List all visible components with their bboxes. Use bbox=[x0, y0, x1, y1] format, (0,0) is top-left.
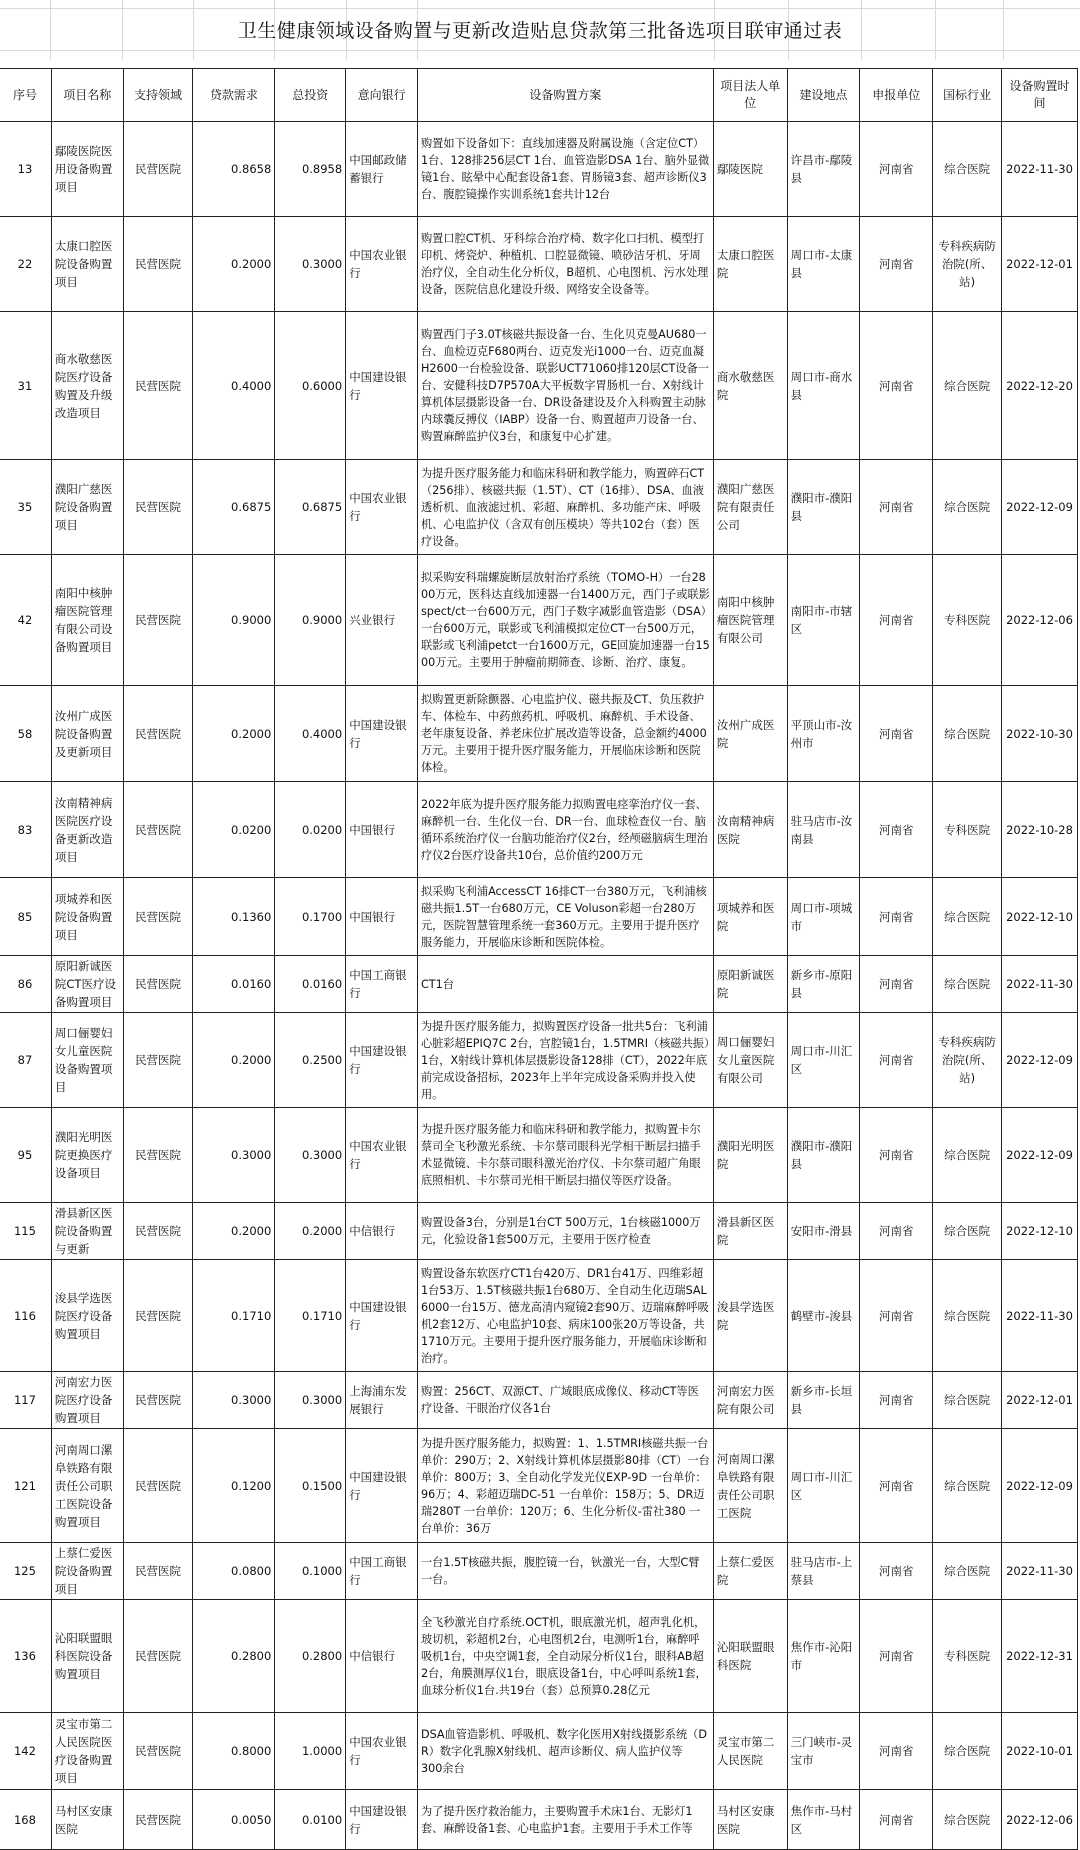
cell-support-field[interactable]: 民营医院 bbox=[123, 1372, 193, 1429]
cell-purchase-plan[interactable]: 一台1.5T核磁共振，腹腔镜一台，钬激光一台，大型C臂一台。 bbox=[417, 1543, 713, 1600]
header-project-name[interactable]: 项目名称 bbox=[51, 69, 123, 122]
cell-loan-demand[interactable]: 0.0200 bbox=[193, 782, 275, 878]
cell-seq[interactable]: 116 bbox=[0, 1260, 51, 1372]
cell-loan-demand[interactable]: 0.0800 bbox=[193, 1543, 275, 1600]
cell-total-investment[interactable]: 1.0000 bbox=[275, 1713, 346, 1790]
table-row bbox=[0, 686, 1078, 782]
cell-legal-entity[interactable]: 原阳新诚医院 bbox=[713, 956, 787, 1013]
row-gridline bbox=[0, 50, 1080, 51]
cell-seq[interactable]: 86 bbox=[0, 956, 51, 1013]
cell-industry[interactable]: 综合医院 bbox=[933, 122, 1002, 217]
table-row bbox=[0, 460, 1078, 555]
cell-intended-bank[interactable]: 中国农业银行 bbox=[346, 1108, 418, 1203]
cell-total-investment[interactable]: 0.3000 bbox=[275, 217, 346, 312]
cell-total-investment[interactable]: 0.4000 bbox=[275, 686, 346, 782]
cell-industry[interactable]: 专科医院 bbox=[933, 782, 1002, 878]
header-purchase-time[interactable]: 设备购置时间 bbox=[1002, 69, 1078, 122]
table-row bbox=[0, 782, 1078, 878]
cell-location[interactable]: 焦作市-马村区 bbox=[787, 1790, 860, 1850]
cell-applicant-unit[interactable]: 河南省 bbox=[860, 312, 933, 460]
cell-seq[interactable]: 125 bbox=[0, 1543, 51, 1600]
cell-purchase-time[interactable]: 2022-10-01 bbox=[1002, 1713, 1078, 1790]
cell-applicant-unit[interactable]: 河南省 bbox=[860, 1108, 933, 1203]
cell-location[interactable]: 新乡市-原阳县 bbox=[787, 956, 860, 1013]
cell-purchase-plan[interactable]: 拟购置更新除颤器、心电监护仪、磁共振及CT、负压救护车、体检车、中药煎药机、呼吸机、麻醉机、手术设备、老年康复设备、养老床位扩展改造等设备，总金额约4000万元。主要用于提升医疗服务能力，开展临床诊断和医院体检。 bbox=[417, 686, 713, 782]
cell-purchase-plan[interactable]: 拟采购安科瑞螺旋断层放射治疗系统（TOMO-H）一台2800万元，医科达直线加速器一台1400万元，西门子或联影spect/ct一台600万元，西门子数字减影血管造影（DSA）一台600万元，联影或飞利浦模拟定位CT一台500万元，联影或飞利浦petct一台1600万元，GE回旋加速器一台1500万元。主要用于肿瘤前期筛查、诊断、治疗、康复。 bbox=[417, 555, 713, 686]
cell-project-name[interactable]: 滑县新区医院设备购置与更新 bbox=[51, 1203, 123, 1260]
cell-location[interactable]: 焦作市-沁阳市 bbox=[787, 1600, 860, 1713]
cell-applicant-unit[interactable]: 河南省 bbox=[860, 782, 933, 878]
table-row bbox=[0, 1713, 1078, 1790]
cell-support-field[interactable]: 民营医院 bbox=[123, 217, 193, 312]
cell-total-investment[interactable]: 0.6000 bbox=[275, 312, 346, 460]
cell-loan-demand[interactable]: 0.1200 bbox=[193, 1429, 275, 1543]
cell-seq[interactable]: 42 bbox=[0, 555, 51, 686]
cell-project-name[interactable]: 周口俪婴妇女儿童医院设备购置项目 bbox=[51, 1013, 123, 1108]
cell-purchase-time[interactable]: 2022-12-06 bbox=[1002, 1790, 1078, 1850]
header-loan-demand[interactable]: 贷款需求 bbox=[193, 69, 275, 122]
cell-loan-demand[interactable]: 0.0050 bbox=[193, 1790, 275, 1850]
cell-industry[interactable]: 综合医院 bbox=[933, 1203, 1002, 1260]
cell-location[interactable]: 三门峡市-灵宝市 bbox=[787, 1713, 860, 1790]
cell-legal-entity[interactable]: 商水敬慈医院 bbox=[713, 312, 787, 460]
cell-seq[interactable]: 13 bbox=[0, 122, 51, 217]
cell-total-investment[interactable]: 0.3000 bbox=[275, 1108, 346, 1203]
header-seq[interactable]: 序号 bbox=[0, 69, 51, 122]
cell-purchase-plan[interactable]: CT1台 bbox=[417, 956, 713, 1013]
cell-loan-demand[interactable]: 0.2000 bbox=[193, 217, 275, 312]
cell-intended-bank[interactable]: 中国银行 bbox=[346, 878, 418, 956]
table-row bbox=[0, 956, 1078, 1013]
header-total-investment[interactable]: 总投资 bbox=[275, 69, 346, 122]
cell-intended-bank[interactable]: 上海浦东发展银行 bbox=[346, 1372, 418, 1429]
cell-legal-entity[interactable]: 太康口腔医院 bbox=[713, 217, 787, 312]
cell-industry[interactable]: 综合医院 bbox=[933, 1108, 1002, 1203]
cell-seq[interactable]: 87 bbox=[0, 1013, 51, 1108]
cell-seq[interactable]: 35 bbox=[0, 460, 51, 555]
cell-total-investment[interactable]: 0.1710 bbox=[275, 1260, 346, 1372]
cell-purchase-time[interactable]: 2022-12-09 bbox=[1002, 460, 1078, 555]
cell-total-investment[interactable]: 0.1000 bbox=[275, 1543, 346, 1600]
cell-seq[interactable]: 83 bbox=[0, 782, 51, 878]
cell-industry[interactable]: 综合医院 bbox=[933, 1543, 1002, 1600]
cell-applicant-unit[interactable]: 河南省 bbox=[860, 956, 933, 1013]
cell-project-name[interactable]: 上蔡仁爱医院设备购置项目 bbox=[51, 1543, 123, 1600]
cell-support-field[interactable]: 民营医院 bbox=[123, 1600, 193, 1713]
cell-purchase-time[interactable]: 2022-10-28 bbox=[1002, 782, 1078, 878]
cell-intended-bank[interactable]: 中国建设银行 bbox=[346, 1013, 418, 1108]
cell-support-field[interactable]: 民营医院 bbox=[123, 1260, 193, 1372]
cell-project-name[interactable]: 原阳新诚医院CT医疗设备购置项目 bbox=[51, 956, 123, 1013]
cell-purchase-time[interactable]: 2022-12-31 bbox=[1002, 1600, 1078, 1713]
cell-purchase-time[interactable]: 2022-11-30 bbox=[1002, 1260, 1078, 1372]
cell-purchase-time[interactable]: 2022-12-06 bbox=[1002, 555, 1078, 686]
cell-industry[interactable]: 综合医院 bbox=[933, 1790, 1002, 1850]
cell-project-name[interactable]: 马村区安康医院 bbox=[51, 1790, 123, 1850]
cell-intended-bank[interactable]: 中国建设银行 bbox=[346, 312, 418, 460]
cell-applicant-unit[interactable]: 河南省 bbox=[860, 686, 933, 782]
cell-total-investment[interactable]: 0.2000 bbox=[275, 1203, 346, 1260]
cell-support-field[interactable]: 民营医院 bbox=[123, 1713, 193, 1790]
cell-project-name[interactable]: 鄢陵医院医用设备购置项目 bbox=[51, 122, 123, 217]
cell-applicant-unit[interactable]: 河南省 bbox=[860, 1429, 933, 1543]
cell-support-field[interactable]: 民营医院 bbox=[123, 1543, 193, 1600]
cell-project-name[interactable]: 濮阳光明医院更换医疗设备项目 bbox=[51, 1108, 123, 1203]
cell-industry[interactable]: 综合医院 bbox=[933, 878, 1002, 956]
cell-legal-entity[interactable]: 上蔡仁爱医院 bbox=[713, 1543, 787, 1600]
cell-industry[interactable]: 综合医院 bbox=[933, 956, 1002, 1013]
cell-seq[interactable]: 115 bbox=[0, 1203, 51, 1260]
header-support-field[interactable]: 支持领域 bbox=[123, 69, 193, 122]
cell-purchase-plan[interactable]: DSA血管造影机、呼吸机、数字化医用X射线摄影系统（DR）数字化乳腺X射线机、超声诊断仪、病人监护仪等 300余台 bbox=[417, 1713, 713, 1790]
cell-loan-demand[interactable]: 0.2000 bbox=[193, 1013, 275, 1108]
cell-location[interactable]: 周口市-川汇区 bbox=[787, 1013, 860, 1108]
cell-total-investment[interactable]: 0.6875 bbox=[275, 460, 346, 555]
cell-industry[interactable]: 综合医院 bbox=[933, 1372, 1002, 1429]
cell-purchase-plan[interactable]: 购置西门子3.0T核磁共振设备一台、生化贝克曼AU680一台、血检迈克F680两台、迈克发光i1000一台、迈克血凝H2600一台检验设备、联影UCT71060排120层CT设备一台、安健科技D7P570A大平板数字胃肠机一台、X射线计算机体层摄影设备一台、DR设备建设及介入科购置主动脉内球囊反搏仪（IABP）设备一台、购置超声刀设备一台、购置麻醉监护仪3台，和康复中心扩建。 bbox=[417, 312, 713, 460]
cell-purchase-time[interactable]: 2022-12-09 bbox=[1002, 1429, 1078, 1543]
cell-location[interactable]: 鹤壁市-浚县 bbox=[787, 1260, 860, 1372]
cell-location[interactable]: 许昌市-鄢陵县 bbox=[787, 122, 860, 217]
cell-location[interactable]: 平顶山市-汝州市 bbox=[787, 686, 860, 782]
cell-intended-bank[interactable]: 中国建设银行 bbox=[346, 686, 418, 782]
cell-industry[interactable]: 专科疾病防治院(所、站) bbox=[933, 217, 1002, 312]
cell-loan-demand[interactable]: 0.8658 bbox=[193, 122, 275, 217]
cell-support-field[interactable]: 民营医院 bbox=[123, 1429, 193, 1543]
cell-loan-demand[interactable]: 0.2000 bbox=[193, 686, 275, 782]
cell-loan-demand[interactable]: 0.4000 bbox=[193, 312, 275, 460]
cell-total-investment[interactable]: 0.0100 bbox=[275, 1790, 346, 1850]
cell-support-field[interactable]: 民营医院 bbox=[123, 312, 193, 460]
cell-intended-bank[interactable]: 中国银行 bbox=[346, 782, 418, 878]
cell-purchase-time[interactable]: 2022-11-30 bbox=[1002, 1543, 1078, 1600]
cell-seq[interactable]: 31 bbox=[0, 312, 51, 460]
cell-industry[interactable]: 综合医院 bbox=[933, 312, 1002, 460]
cell-purchase-plan[interactable]: 购置设备3台，分别是1台CT 500万元，1台核磁1000万元，化验设备1套500万元，主要用于医疗检查 bbox=[417, 1203, 713, 1260]
row-gridline bbox=[0, 8, 1080, 9]
cell-project-name[interactable]: 灵宝市第二人民医院医疗设备购置项目 bbox=[51, 1713, 123, 1790]
cell-legal-entity[interactable]: 鄢陵医院 bbox=[713, 122, 787, 217]
cell-industry[interactable]: 综合医院 bbox=[933, 1260, 1002, 1372]
cell-industry[interactable]: 专科疾病防治院(所、站) bbox=[933, 1013, 1002, 1108]
table-row bbox=[0, 1600, 1078, 1713]
cell-applicant-unit[interactable]: 河南省 bbox=[860, 878, 933, 956]
cell-purchase-time[interactable]: 2022-12-10 bbox=[1002, 878, 1078, 956]
cell-applicant-unit[interactable]: 河南省 bbox=[860, 1260, 933, 1372]
cell-legal-entity[interactable]: 滑县新区医院 bbox=[713, 1203, 787, 1260]
cell-intended-bank[interactable]: 中信银行 bbox=[346, 1203, 418, 1260]
cell-seq[interactable]: 85 bbox=[0, 878, 51, 956]
cell-legal-entity[interactable]: 濮阳光明医院 bbox=[713, 1108, 787, 1203]
cell-applicant-unit[interactable]: 河南省 bbox=[860, 1543, 933, 1600]
cell-project-name[interactable]: 太康口腔医院设备购置项目 bbox=[51, 217, 123, 312]
cell-support-field[interactable]: 民营医院 bbox=[123, 122, 193, 217]
cell-applicant-unit[interactable]: 河南省 bbox=[860, 555, 933, 686]
cell-intended-bank[interactable]: 中国农业银行 bbox=[346, 1713, 418, 1790]
cell-seq[interactable]: 142 bbox=[0, 1713, 51, 1790]
cell-purchase-time[interactable]: 2022-12-01 bbox=[1002, 1372, 1078, 1429]
cell-purchase-plan[interactable]: 购置：256CT、双源CT、广域眼底成像仪、移动CT等医疗设备、干眼治疗仪各1台 bbox=[417, 1372, 713, 1429]
header-purchase-plan[interactable]: 设备购置方案 bbox=[417, 69, 713, 122]
cell-industry[interactable]: 综合医院 bbox=[933, 460, 1002, 555]
cell-location[interactable]: 周口市-川汇区 bbox=[787, 1429, 860, 1543]
cell-intended-bank[interactable]: 中国农业银行 bbox=[346, 460, 418, 555]
cell-purchase-plan[interactable]: 为提升医疗服务能力，拟购置医疗设备一批共5台：飞利浦心脏彩超EPIQ7C 2台，宫腔镜1台，1.5TMRI（核磁共振）1台，X射线计算机体层摄影设备128排（CT），2022年底前完成设备招标，2023年上半年完成设备采购并投入使用。 bbox=[417, 1013, 713, 1108]
cell-purchase-plan[interactable]: 购置设备东软医疗CT1台420万、DR1台41万、四维彩超1台53万、1.5T核磁共振1台680万、全自动生化迈瑞SAL6000一台15万、德龙高清内窥镜2套90万、迈瑞麻醉呼吸机2套12万、心电监护10套、病床100张20万等设备，共1710万元。主要用于提升医疗服务能力，开展临床诊断和治疗。 bbox=[417, 1260, 713, 1372]
cell-applicant-unit[interactable]: 河南省 bbox=[860, 217, 933, 312]
cell-loan-demand[interactable]: 0.1710 bbox=[193, 1260, 275, 1372]
sheet-title: 卫生健康领域设备购置与更新改造贴息贷款第三批备选项目联审通过表 bbox=[237, 20, 843, 42]
cell-location[interactable]: 濮阳市-濮阳县 bbox=[787, 460, 860, 555]
cell-seq[interactable]: 136 bbox=[0, 1600, 51, 1713]
cell-total-investment[interactable]: 0.1500 bbox=[275, 1429, 346, 1543]
cell-intended-bank[interactable]: 中国邮政储蓄银行 bbox=[346, 122, 418, 217]
cell-intended-bank[interactable]: 兴业银行 bbox=[346, 555, 418, 686]
cell-project-name[interactable]: 项城养和医院设备购置项目 bbox=[51, 878, 123, 956]
cell-project-name[interactable]: 南阳中核肿瘤医院管理有限公司设备购置项目 bbox=[51, 555, 123, 686]
table-row bbox=[0, 1790, 1078, 1850]
table-row bbox=[0, 1429, 1078, 1543]
cell-seq[interactable]: 22 bbox=[0, 217, 51, 312]
cell-support-field[interactable]: 民营医院 bbox=[123, 1203, 193, 1260]
header-applicant-unit[interactable]: 申报单位 bbox=[860, 69, 933, 122]
cell-purchase-time[interactable]: 2022-10-30 bbox=[1002, 686, 1078, 782]
cell-legal-entity[interactable]: 濮阳广慈医院有限责任公司 bbox=[713, 460, 787, 555]
cell-total-investment[interactable]: 0.3000 bbox=[275, 1372, 346, 1429]
table-row bbox=[0, 1372, 1078, 1429]
cell-loan-demand[interactable]: 0.0160 bbox=[193, 956, 275, 1013]
cell-legal-entity[interactable]: 浚县学选医院 bbox=[713, 1260, 787, 1372]
cell-project-name[interactable]: 汝南精神病医院医疗设备更新改造项目 bbox=[51, 782, 123, 878]
table-row bbox=[0, 122, 1078, 217]
cell-intended-bank[interactable]: 中国工商银行 bbox=[346, 1543, 418, 1600]
cell-purchase-time[interactable]: 2022-12-09 bbox=[1002, 1013, 1078, 1108]
cell-legal-entity[interactable]: 灵宝市第二人民医院 bbox=[713, 1713, 787, 1790]
cell-intended-bank[interactable]: 中国工商银行 bbox=[346, 956, 418, 1013]
cell-purchase-plan[interactable]: 拟采购飞利浦AccessCT 16排CT一台380万元，飞利浦核磁共振1.5T一台680万元，CE Voluson彩超一台280万元，医院智慧管理系统一套360万元。主要用于提升医疗服务能力，开展临床诊断和医院体检。 bbox=[417, 878, 713, 956]
table-row bbox=[0, 1013, 1078, 1108]
cell-legal-entity[interactable]: 河南宏力医院有限公司 bbox=[713, 1372, 787, 1429]
cell-seq[interactable]: 117 bbox=[0, 1372, 51, 1429]
cell-purchase-plan[interactable]: 购置如下设备如下：直线加速器及附属设施（含定位CT）1台、128排256层CT 1台、血管造影DSA 1台、脑外显微镜1台、眩晕中心配套设备1套、胃肠镜3套、超声诊断仪3台、腹腔镜操作实训系统1套共计12台 bbox=[417, 122, 713, 217]
cell-intended-bank[interactable]: 中国建设银行 bbox=[346, 1790, 418, 1850]
cell-project-name[interactable]: 河南宏力医院医疗设备购置项目 bbox=[51, 1372, 123, 1429]
cell-industry[interactable]: 综合医院 bbox=[933, 1713, 1002, 1790]
cell-legal-entity[interactable]: 汝南精神病医院 bbox=[713, 782, 787, 878]
cell-location[interactable]: 周口市-项城市 bbox=[787, 878, 860, 956]
cell-applicant-unit[interactable]: 河南省 bbox=[860, 460, 933, 555]
cell-legal-entity[interactable]: 沁阳联盟眼科医院 bbox=[713, 1600, 787, 1713]
cell-seq[interactable]: 95 bbox=[0, 1108, 51, 1203]
cell-legal-entity[interactable]: 南阳中核肿瘤医院管理有限公司 bbox=[713, 555, 787, 686]
cell-applicant-unit[interactable]: 河南省 bbox=[860, 1600, 933, 1713]
cell-purchase-plan[interactable]: 2022年底为提升医疗服务能力拟购置电痉挛治疗仪一套、麻醉机一台、生化仪一台、DR一台、血球检查仪一台、脑循环系统治疗仪一台脑功能治疗仪2台，经颅磁脑病生理治疗仪2台医疗设备共10台，总价值约200万元 bbox=[417, 782, 713, 878]
cell-industry[interactable]: 综合医院 bbox=[933, 686, 1002, 782]
header-location[interactable]: 建设地点 bbox=[787, 69, 860, 122]
table-row bbox=[0, 1108, 1078, 1203]
cell-legal-entity[interactable]: 汝州广成医院 bbox=[713, 686, 787, 782]
cell-support-field[interactable]: 民营医院 bbox=[123, 555, 193, 686]
cell-project-name[interactable]: 浚县学选医院医疗设备购置项目 bbox=[51, 1260, 123, 1372]
cell-project-name[interactable]: 濮阳广慈医院设备购置项目 bbox=[51, 460, 123, 555]
cell-seq[interactable]: 121 bbox=[0, 1429, 51, 1543]
cell-purchase-time[interactable]: 2022-12-09 bbox=[1002, 1108, 1078, 1203]
cell-support-field[interactable]: 民营医院 bbox=[123, 686, 193, 782]
cell-total-investment[interactable]: 0.8958 bbox=[275, 122, 346, 217]
cell-industry[interactable]: 专科医院 bbox=[933, 555, 1002, 686]
cell-industry[interactable]: 专科医院 bbox=[933, 1600, 1002, 1713]
cell-intended-bank[interactable]: 中国建设银行 bbox=[346, 1260, 418, 1372]
cell-purchase-time[interactable]: 2022-12-01 bbox=[1002, 217, 1078, 312]
cell-loan-demand[interactable]: 0.2800 bbox=[193, 1600, 275, 1713]
cell-legal-entity[interactable]: 项城养和医院 bbox=[713, 878, 787, 956]
cell-loan-demand[interactable]: 0.2000 bbox=[193, 1203, 275, 1260]
cell-applicant-unit[interactable]: 河南省 bbox=[860, 1372, 933, 1429]
cell-industry[interactable]: 综合医院 bbox=[933, 1429, 1002, 1543]
cell-loan-demand[interactable]: 0.8000 bbox=[193, 1713, 275, 1790]
cell-location[interactable]: 驻马店市-汝南县 bbox=[787, 782, 860, 878]
cell-loan-demand[interactable]: 0.6875 bbox=[193, 460, 275, 555]
header-industry[interactable]: 国标行业 bbox=[933, 69, 1002, 122]
cell-intended-bank[interactable]: 中国农业银行 bbox=[346, 217, 418, 312]
cell-support-field[interactable]: 民营医院 bbox=[123, 1108, 193, 1203]
cell-applicant-unit[interactable]: 河南省 bbox=[860, 1713, 933, 1790]
cell-support-field[interactable]: 民营医院 bbox=[123, 878, 193, 956]
table-header-row bbox=[0, 69, 1078, 122]
cell-location[interactable]: 濮阳市-濮阳县 bbox=[787, 1108, 860, 1203]
cell-purchase-time[interactable]: 2022-11-30 bbox=[1002, 122, 1078, 217]
table-row bbox=[0, 1203, 1078, 1260]
cell-purchase-plan[interactable]: 为提升医疗服务能力和临床科研和教学能力，拟购置卡尔蔡司全飞秒激光系统、卡尔蔡司眼科光学相干断层扫描手术显微镜、卡尔蔡司眼科激光治疗仪、卡尔蔡司超广角眼底照相机、卡尔蔡司光相干断层扫描仪等医疗设备。 bbox=[417, 1108, 713, 1203]
cell-purchase-plan[interactable]: 为提升医疗服务能力，拟购置：1、1.5TMRI核磁共振一台单价：290万；2、X射线计算机体层摄影80排（CT）一台单价：800万；3、全自动化学发光仪EXP-9D 一台单价：96万；4、彩超迈瑞DC-51 一台单价：158万；5、DR迈瑞280T 一台单价：120万；6、生化分析仪-雷社380 一台单价：36万 bbox=[417, 1429, 713, 1543]
header-intended-bank[interactable]: 意向银行 bbox=[346, 69, 418, 122]
cell-applicant-unit[interactable]: 河南省 bbox=[860, 1790, 933, 1850]
cell-applicant-unit[interactable]: 河南省 bbox=[860, 1013, 933, 1108]
table-row bbox=[0, 217, 1078, 312]
cell-location[interactable]: 周口市-太康县 bbox=[787, 217, 860, 312]
cell-legal-entity[interactable]: 河南周口漯阜铁路有限责任公司职工医院 bbox=[713, 1429, 787, 1543]
table-row bbox=[0, 312, 1078, 460]
cell-loan-demand[interactable]: 0.3000 bbox=[193, 1108, 275, 1203]
cell-support-field[interactable]: 民营医院 bbox=[123, 460, 193, 555]
cell-total-investment[interactable]: 0.0200 bbox=[275, 782, 346, 878]
cell-loan-demand[interactable]: 0.1360 bbox=[193, 878, 275, 956]
table-row bbox=[0, 1260, 1078, 1372]
cell-purchase-plan[interactable]: 为了提升医疗救治能力，主要购置手术床1台、无影灯1套、麻醉设备1套、心电监护1套。主要用于手术工作等 bbox=[417, 1790, 713, 1850]
cell-location[interactable]: 新乡市-长垣县 bbox=[787, 1372, 860, 1429]
cell-support-field[interactable]: 民营医院 bbox=[123, 1790, 193, 1850]
cell-applicant-unit[interactable]: 河南省 bbox=[860, 1203, 933, 1260]
cell-project-name[interactable]: 汝州广成医院设备购置及更新项目 bbox=[51, 686, 123, 782]
cell-total-investment[interactable]: 0.2500 bbox=[275, 1013, 346, 1108]
cell-purchase-time[interactable]: 2022-12-10 bbox=[1002, 1203, 1078, 1260]
cell-legal-entity[interactable]: 马村区安康医院 bbox=[713, 1790, 787, 1850]
cell-total-investment[interactable]: 0.0160 bbox=[275, 956, 346, 1013]
cell-purchase-plan[interactable]: 为提升医疗服务能力和临床科研和教学能力，购置碎石CT（256排）、核磁共振（1.5T）、CT（16排）、DSA、血液透析机、血液滤过机、彩超、麻醉机、多功能产床、呼吸机、心电监护仪（含双有创压模块）等共102台（套）医疗设备。 bbox=[417, 460, 713, 555]
cell-purchase-plan[interactable]: 购置口腔CT机、牙科综合治疗椅、数字化口扫机、模型打印机、烤瓷炉、种植机、口腔显微镜、喷砂洁牙机、牙周治疗仪，全自动生化分析仪，B超机、心电图机、污水处理设备，医院信息化建设升级、网络安全设备等。 bbox=[417, 217, 713, 312]
cell-location[interactable]: 南阳市-市辖区 bbox=[787, 555, 860, 686]
table-row bbox=[0, 1543, 1078, 1600]
header-legal-entity[interactable]: 项目法人单位 bbox=[713, 69, 787, 122]
project-table bbox=[0, 68, 1078, 1850]
cell-total-investment[interactable]: 0.9000 bbox=[275, 555, 346, 686]
cell-support-field[interactable]: 民营医院 bbox=[123, 782, 193, 878]
cell-project-name[interactable]: 商水敬慈医院医疗设备购置及升级改造项目 bbox=[51, 312, 123, 460]
cell-intended-bank[interactable]: 中国建设银行 bbox=[346, 1429, 418, 1543]
cell-location[interactable]: 安阳市-滑县 bbox=[787, 1203, 860, 1260]
cell-location[interactable]: 周口市-商水县 bbox=[787, 312, 860, 460]
cell-loan-demand[interactable]: 0.9000 bbox=[193, 555, 275, 686]
cell-purchase-time[interactable]: 2022-11-30 bbox=[1002, 956, 1078, 1013]
cell-purchase-plan[interactable]: 全飞秒激光自疗系统.OCT机，眼底激光机，超声乳化机，玻切机，彩超机2台，心电图机2台，电测听1台，麻醉呼吸机1台，中央空调1套，全自动尿分析仪1台，眼科AB超2台，角膜测厚仪1台，眼底设备1台，中心呼叫系统1套，血球分析仪1台.共19台（套）总预算0.28亿元 bbox=[417, 1600, 713, 1713]
cell-support-field[interactable]: 民营医院 bbox=[123, 1013, 193, 1108]
cell-applicant-unit[interactable]: 河南省 bbox=[860, 122, 933, 217]
table-row bbox=[0, 878, 1078, 956]
cell-intended-bank[interactable]: 中信银行 bbox=[346, 1600, 418, 1713]
cell-project-name[interactable]: 沁阳联盟眼科医院设备购置项目 bbox=[51, 1600, 123, 1713]
cell-total-investment[interactable]: 0.1700 bbox=[275, 878, 346, 956]
cell-project-name[interactable]: 河南周口漯阜铁路有限责任公司职工医院设备购置项目 bbox=[51, 1429, 123, 1543]
table-row bbox=[0, 555, 1078, 686]
cell-purchase-time[interactable]: 2022-12-20 bbox=[1002, 312, 1078, 460]
table-body bbox=[0, 122, 1078, 1850]
cell-loan-demand[interactable]: 0.3000 bbox=[193, 1372, 275, 1429]
cell-seq[interactable]: 58 bbox=[0, 686, 51, 782]
cell-support-field[interactable]: 民营医院 bbox=[123, 956, 193, 1013]
cell-location[interactable]: 驻马店市-上蔡县 bbox=[787, 1543, 860, 1600]
cell-total-investment[interactable]: 0.2800 bbox=[275, 1600, 346, 1713]
cell-legal-entity[interactable]: 周口俪婴妇女儿童医院有限公司 bbox=[713, 1013, 787, 1108]
cell-seq[interactable]: 168 bbox=[0, 1790, 51, 1850]
